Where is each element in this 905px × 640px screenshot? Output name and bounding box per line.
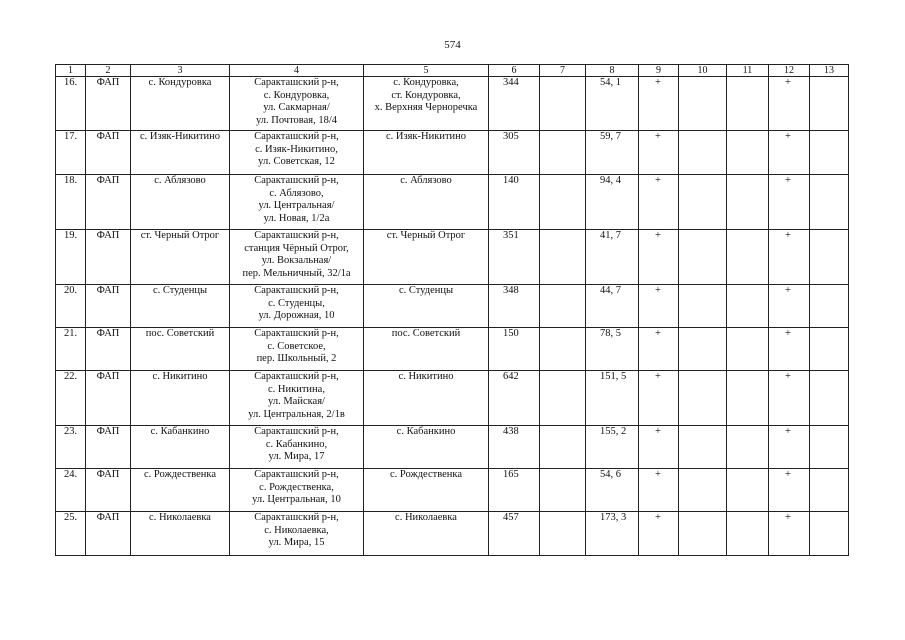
address-line: ул. Вокзальная/ [261,255,332,266]
address-line: ул. Новая, 1/2а [263,212,330,224]
col13-cell [810,469,849,512]
address-cell [230,77,364,131]
col13-cell [810,426,849,469]
col6-cell: 348 [489,285,540,328]
col12-cell: + [769,285,810,328]
address-line: с. Никитина, [268,383,325,395]
served-settlement-line: с. Студенцы [398,285,454,296]
served-settlements-cell [364,512,489,556]
address-line: ул. Центральная, 2/1в [248,408,345,420]
col13-cell [810,131,849,175]
served-settlement-line: с. Никитино [398,371,454,382]
facility-name-cell: пос. Советский [131,328,230,371]
facility-type-cell: ФАП [86,371,131,426]
col13-cell [810,328,849,371]
col10-cell [679,77,727,131]
address-cell [230,328,364,371]
col13-cell [810,77,849,131]
col8-cell: 59, 7 [586,131,639,175]
column-header: 6 [489,65,540,77]
facility-name-cell: ст. Черный Отрог [131,230,230,285]
facility-type-cell: ФАП [86,285,131,328]
address-line: Саракташский р-н, [254,512,339,523]
col11-cell [727,426,769,469]
served-settlement-line: х. Верхняя Черноречка [374,102,478,113]
address-line: с. Аблязово, [269,187,324,199]
address-line: Саракташский р-н, [254,285,339,296]
col8-cell: 54, 6 [586,469,639,512]
address-cell [230,426,364,469]
facility-type-cell: ФАП [86,512,131,556]
facility-name-cell: с. Николаевка [131,512,230,556]
col12-cell: + [769,175,810,230]
col12-cell: + [769,77,810,131]
address-line: ул. Дорожная, 10 [258,310,335,321]
col13-cell [810,371,849,426]
facility-type-cell: ФАП [86,426,131,469]
page-number: 574 [444,39,461,51]
served-settlement-line: с. Кабанкино [396,426,456,437]
facility-name-cell: с. Кабанкино [131,426,230,469]
address-line: ул. Мира, 17 [268,451,325,462]
col7-cell [540,426,586,469]
facility-name-cell: с. Студенцы [131,285,230,328]
served-settlement-line: с. Рождественка [389,469,463,480]
column-header: 9 [639,65,679,77]
col10-cell [679,371,727,426]
col7-cell [540,512,586,556]
col8-cell: 155, 2 [586,426,639,469]
col7-cell [540,230,586,285]
column-header: 7 [540,65,586,77]
col8-cell: 78, 5 [586,328,639,371]
col6-cell: 344 [489,77,540,131]
address-cell [230,285,364,328]
table-row [56,371,849,426]
column-header: 2 [86,65,131,77]
served-settlement-line: с. Изяк-Никитино [385,131,467,142]
table-row [56,426,849,469]
col10-cell [679,230,727,285]
col8-cell: 94, 4 [586,175,639,230]
row-number-cell: 18. [56,175,86,230]
column-header: 5 [364,65,489,77]
col12-cell: + [769,371,810,426]
col10-cell [679,426,727,469]
facility-type-cell: ФАП [86,175,131,230]
col12-cell: + [769,469,810,512]
col10-cell [679,175,727,230]
col6-cell: 140 [489,175,540,230]
col9-cell: + [639,175,679,230]
col6-cell: 305 [489,131,540,175]
address-line: ул. Мира, 15 [268,537,325,548]
served-settlements-cell [364,175,489,230]
address-line: Саракташский р-н, [254,371,339,382]
address-line: ул. Центральная, 10 [252,494,341,505]
column-header: 10 [679,65,727,77]
served-settlement-line: ст. Черный Отрог [386,230,466,241]
address-cell [230,131,364,175]
facilities-table [55,64,849,556]
col9-cell: + [639,469,679,512]
address-cell [230,469,364,512]
col8-cell: 151, 5 [586,371,639,426]
col7-cell [540,175,586,230]
served-settlements-cell [364,426,489,469]
col9-cell: + [639,285,679,328]
table-row [56,469,849,512]
col12-cell: + [769,426,810,469]
address-line: с. Рождественка, [259,481,334,493]
served-settlements-cell [364,230,489,285]
address-line: с. Изяк-Никитино, [255,143,338,155]
col12-cell: + [769,512,810,556]
facility-type-cell: ФАП [86,230,131,285]
table-row [56,285,849,328]
column-header: 3 [131,65,230,77]
col10-cell [679,285,727,328]
address-line: ул. Советская, 12 [258,156,335,167]
column-header: 11 [727,65,769,77]
address-line: ул. Сакмарная/ [263,102,330,113]
col8-cell: 41, 7 [586,230,639,285]
address-line: с. Николаевка, [264,524,329,536]
column-header: 13 [810,65,849,77]
facility-name-cell: с. Рождественка [131,469,230,512]
column-header: 4 [230,65,364,77]
col13-cell [810,512,849,556]
col11-cell [727,328,769,371]
address-line: пер. Мельничный, 32/1а [242,267,351,279]
address-cell [230,371,364,426]
served-settlements-cell [364,285,489,328]
facility-name-cell: с. Кондуровка [131,77,230,131]
served-settlement-line: пос. Советский [391,328,461,339]
col11-cell [727,230,769,285]
header-row [56,65,849,77]
col13-cell [810,230,849,285]
col13-cell [810,175,849,230]
facility-name-cell: с. Никитино [131,371,230,426]
table-row [56,512,849,556]
address-line: пер. Школьный, 2 [256,353,337,364]
served-settlement-line: с. Аблязово [400,175,452,186]
facility-name-cell: с. Изяк-Никитино [131,131,230,175]
address-cell [230,512,364,556]
column-header: 12 [769,65,810,77]
address-line: станция Чёрный Отрог, [244,242,349,254]
address-line: Саракташский р-н, [254,131,339,142]
row-number-cell: 17. [56,131,86,175]
col6-cell: 165 [489,469,540,512]
col9-cell: + [639,426,679,469]
address-line: с. Кабанкино, [265,438,328,450]
col10-cell [679,328,727,371]
address-line: ул. Майская/ [268,396,325,407]
col11-cell [727,175,769,230]
address-line: с. Студенцы, [268,297,325,309]
col9-cell: + [639,328,679,371]
col13-cell [810,285,849,328]
table-row [56,77,849,131]
address-line: ул. Почтовая, 18/4 [255,114,338,126]
address-line: Саракташский р-н, [254,175,339,186]
col11-cell [727,77,769,131]
col9-cell: + [639,131,679,175]
address-line: Саракташский р-н, [254,328,339,339]
table-row [56,230,849,285]
row-number-cell: 16. [56,77,86,131]
address-line: Саракташский р-н, [254,469,339,480]
row-number-cell: 20. [56,285,86,328]
col7-cell [540,328,586,371]
facility-name-cell: с. Аблязово [131,175,230,230]
row-number-cell: 21. [56,328,86,371]
served-settlements-cell [364,328,489,371]
row-number-cell: 24. [56,469,86,512]
facility-type-cell: ФАП [86,131,131,175]
col7-cell [540,131,586,175]
col10-cell [679,469,727,512]
table-row [56,328,849,371]
served-settlement-line: с. Кондуровка, [393,77,459,88]
table-row [56,131,849,175]
row-number-cell: 22. [56,371,86,426]
col6-cell: 351 [489,230,540,285]
facility-type-cell: ФАП [86,328,131,371]
col6-cell: 457 [489,512,540,556]
col11-cell [727,285,769,328]
address-line: Саракташский р-н, [254,426,339,437]
col11-cell [727,469,769,512]
row-number-cell: 23. [56,426,86,469]
address-line: ул. Центральная/ [258,200,335,211]
col7-cell [540,371,586,426]
col10-cell [679,512,727,556]
col8-cell: 54, 1 [586,77,639,131]
col6-cell: 150 [489,328,540,371]
col6-cell: 438 [489,426,540,469]
served-settlements-cell [364,77,489,131]
col6-cell: 642 [489,371,540,426]
col9-cell: + [639,77,679,131]
served-settlement-line: ст. Кондуровка, [391,89,461,101]
col8-cell: 44, 7 [586,285,639,328]
address-cell [230,175,364,230]
facility-type-cell: ФАП [86,469,131,512]
col12-cell: + [769,230,810,285]
column-header: 8 [586,65,639,77]
col7-cell [540,77,586,131]
address-line: с. Советское, [267,340,326,352]
col10-cell [679,131,727,175]
address-cell [230,230,364,285]
col9-cell: + [639,371,679,426]
row-number-cell: 19. [56,230,86,285]
col7-cell [540,469,586,512]
column-header: 1 [56,65,86,77]
address-line: с. Кондуровка, [263,89,330,101]
col11-cell [727,512,769,556]
table-row [56,175,849,230]
col12-cell: + [769,328,810,371]
served-settlement-line: с. Николаевка [395,512,457,523]
address-line: Саракташский р-н, [254,230,339,241]
served-settlements-cell [364,371,489,426]
address-line: Саракташский р-н, [254,77,339,88]
served-settlements-cell [364,469,489,512]
col11-cell [727,131,769,175]
col7-cell [540,285,586,328]
col8-cell: 173, 3 [586,512,639,556]
col11-cell [727,371,769,426]
row-number-cell: 25. [56,512,86,556]
col9-cell: + [639,230,679,285]
col9-cell: + [639,512,679,556]
served-settlements-cell [364,131,489,175]
col12-cell: + [769,131,810,175]
facility-type-cell: ФАП [86,77,131,131]
